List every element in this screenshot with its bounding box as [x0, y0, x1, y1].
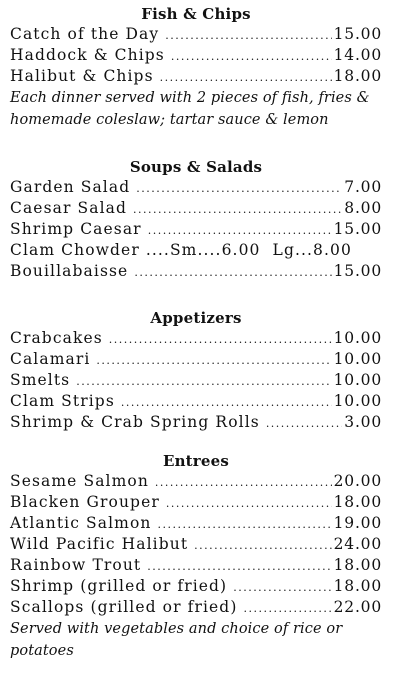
item-name: Bouillabaisse: [10, 262, 129, 280]
menu-item: [10, 471, 382, 492]
item-name: Shrimp (grilled or fried): [10, 577, 228, 595]
item-price: 19.00: [333, 514, 382, 532]
item-name: Haddock & Chips: [10, 46, 165, 64]
item-name: Crabcakes: [10, 329, 103, 347]
item-price: 10.00: [333, 350, 382, 368]
dot-leader: [157, 514, 331, 535]
dot-leader: [165, 25, 331, 46]
dot-leader: [136, 178, 342, 199]
section-appetizers: [10, 308, 382, 433]
section-title: Entrees: [162, 452, 230, 470]
item-price: 10.00: [333, 371, 382, 389]
dot-leader: [96, 350, 331, 371]
menu-item: [10, 177, 382, 198]
dot-leader: [266, 413, 342, 434]
item-price: 20.00: [333, 472, 382, 490]
item-name: Rainbow Trout: [10, 556, 142, 574]
menu-item: [10, 391, 382, 412]
menu-item: [10, 261, 382, 282]
menu-item: [10, 597, 382, 618]
item-name: Halibut & Chips: [10, 67, 154, 85]
item-price: 18.00: [333, 67, 382, 85]
item-price: 10.00: [333, 392, 382, 410]
section-fish-and-chips: [10, 4, 382, 131]
item-name: Sesame Salmon: [10, 472, 149, 490]
dot-leader: [134, 262, 331, 283]
menu-item: [10, 370, 382, 391]
item-price: 15.00: [333, 25, 382, 43]
item-price: 10.00: [333, 329, 382, 347]
dot-leader: [171, 46, 332, 67]
dot-leader: [194, 535, 331, 556]
menu-item: [10, 534, 382, 555]
item-price: 3.00: [344, 413, 382, 431]
item-name: Clam Strips: [10, 392, 115, 410]
section-soups-and-salads: [10, 157, 382, 282]
dot-leader: [155, 472, 332, 493]
section-title: Soups & Salads: [129, 158, 263, 176]
dot-leader: [121, 392, 332, 413]
item-name: Shrimp Caesar: [10, 220, 142, 238]
item-name: Calamari: [10, 350, 91, 368]
item-name: Wild Pacific Halibut: [10, 535, 189, 553]
item-price: 18.00: [333, 493, 382, 511]
menu-item: [10, 66, 382, 87]
section-note: Served with vegetables and choice of rice or potatoes: [10, 621, 343, 659]
item-price: 15.00: [333, 220, 382, 238]
menu-item: [10, 513, 382, 534]
menu-item: [10, 412, 382, 433]
item-name: Clam Chowder ....Sm....6.00 Lg...8.00: [10, 241, 352, 259]
menu-item: [10, 492, 382, 513]
section-note: Each dinner served with 2 pieces of fish, fries & homemade coleslaw; tartar sauce & lemon: [10, 90, 370, 128]
menu-item: [10, 198, 382, 219]
item-price: 8.00: [344, 199, 382, 217]
item-name: Garden Salad: [10, 178, 131, 196]
item-name: Smelts: [10, 371, 71, 389]
item-price: 18.00: [333, 577, 382, 595]
dot-leader: [148, 220, 332, 241]
item-price: 14.00: [333, 46, 382, 64]
menu-item: [10, 328, 382, 349]
item-name: Catch of the Day: [10, 25, 160, 43]
item-name: Scallops (grilled or fried): [10, 598, 238, 616]
menu-item: [10, 24, 382, 45]
item-price: 24.00: [333, 535, 382, 553]
dot-leader: [233, 577, 331, 598]
section-entrees: [10, 451, 382, 662]
item-price: 7.00: [344, 178, 382, 196]
item-price: 22.00: [333, 598, 382, 616]
item-price: 18.00: [333, 556, 382, 574]
menu-page: [10, 4, 382, 662]
menu-item: [10, 45, 382, 66]
section-title: Fish & Chips: [141, 5, 251, 23]
menu-item: [10, 555, 382, 576]
dot-leader: [109, 329, 332, 350]
dot-leader: [166, 493, 332, 514]
menu-item: [10, 349, 382, 370]
item-name: Atlantic Salmon: [10, 514, 152, 532]
dot-leader: [243, 598, 331, 619]
item-name: Blacken Grouper: [10, 493, 160, 511]
item-name: Shrimp & Crab Spring Rolls: [10, 413, 260, 431]
item-price: 15.00: [333, 262, 382, 280]
menu-item: [10, 240, 382, 261]
dot-leader: [76, 371, 331, 392]
dot-leader: [160, 67, 332, 88]
item-name: Caesar Salad: [10, 199, 127, 217]
dot-leader: [133, 199, 342, 220]
menu-item: [10, 219, 382, 240]
dot-leader: [147, 556, 331, 577]
section-title: Appetizers: [150, 309, 242, 327]
menu-item: [10, 576, 382, 597]
